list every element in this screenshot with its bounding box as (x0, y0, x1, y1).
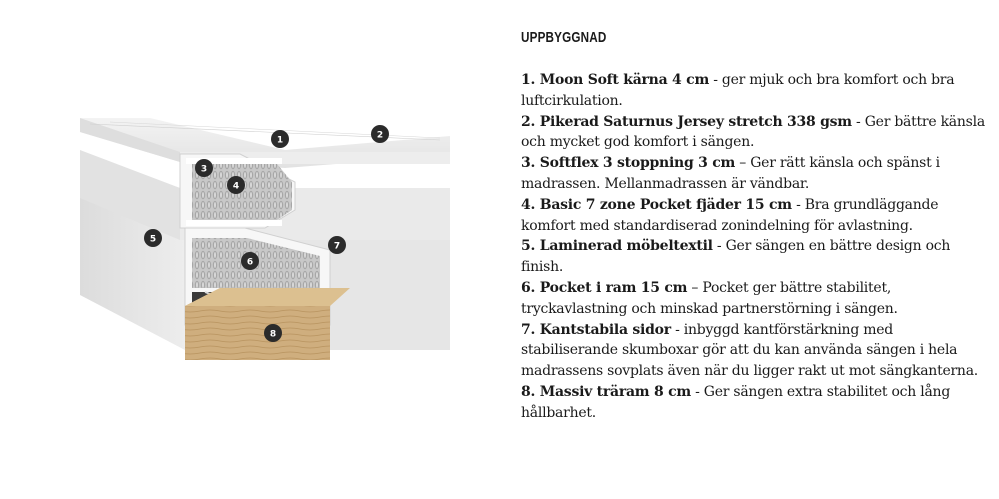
list-item (521, 320, 991, 382)
item-description: - Ger sängen en bättre design och finish. (521, 238, 951, 276)
marker-label: 3 (200, 164, 208, 175)
list-item (521, 70, 991, 112)
marker-label: 2 (376, 130, 384, 141)
marker-label: 5 (149, 234, 157, 245)
item-description: - ger mjuk och bra komfort och bra luftcirkulation. (521, 72, 955, 109)
item-term: 4. Basic 7 zone Pocket fjäder 15 cm (521, 196, 792, 213)
marker-7 (328, 236, 346, 254)
list-item (521, 278, 991, 320)
marker-6 (241, 252, 259, 270)
marker-label: 1 (276, 135, 284, 146)
item-description: - Ger bättre känsla och mycket god komfort i sängen. (521, 113, 985, 151)
list-item (521, 382, 991, 424)
marker-2 (371, 125, 389, 143)
marker-3 (195, 159, 213, 177)
list-item (521, 112, 991, 154)
marker-label: 6 (246, 257, 254, 268)
list-item (521, 153, 991, 195)
item-description: - Bra grundläggande komfort med standardiserad zonindelning för avlastning. (521, 196, 939, 234)
marker-label: 4 (232, 181, 240, 192)
item-term: 6. Pocket i ram 15 cm (521, 279, 688, 296)
frame-pocket-springs-left (192, 238, 247, 288)
marker-8 (264, 324, 282, 342)
item-term: 3. Softflex 3 stoppning 3 cm (521, 155, 736, 172)
marker-1 (271, 130, 289, 148)
marker-5 (144, 229, 162, 247)
item-description: - Ger sängen extra stabilitet och lång hållbarhet. (521, 383, 951, 421)
bed-construction-illustration (80, 110, 450, 380)
list-item (521, 195, 991, 237)
item-term: 5. Laminerad möbeltextil (521, 238, 713, 255)
marker-4 (227, 176, 245, 194)
item-term: 7. Kantstabila sidor (521, 321, 671, 338)
bed-cross-section-drawing (80, 110, 450, 380)
softflex-padding-bottom (186, 220, 282, 226)
section-heading: UPPBYGGNAD (521, 29, 607, 46)
marker-label: 7 (333, 241, 341, 252)
item-description: – Ger rätt känsla och spänst i madrassen. Mellanmadrassen är vändbar. (521, 155, 940, 192)
component-list (521, 70, 991, 424)
construction-description (521, 28, 991, 424)
wood-frame-front (185, 306, 330, 360)
item-description: – Pocket ger bättre stabilitet, tryckavlastning och minskad partnerstörning i sängen. (521, 279, 898, 317)
marker-label: 8 (269, 329, 277, 340)
item-term: 8. Massiv träram 8 cm (521, 383, 691, 400)
item-term: 2. Pikerad Saturnus Jersey stretch 338 gsm (521, 113, 852, 130)
item-description: - inbyggd kantförstärkning med stabiliserande skumboxar gör att du kan använda sängen i hela madrassens sovplats även när du ligger rakt ut mot sängkanterna. (521, 321, 978, 380)
list-item (521, 236, 991, 278)
item-term: 1. Moon Soft kärna 4 cm (521, 72, 710, 88)
